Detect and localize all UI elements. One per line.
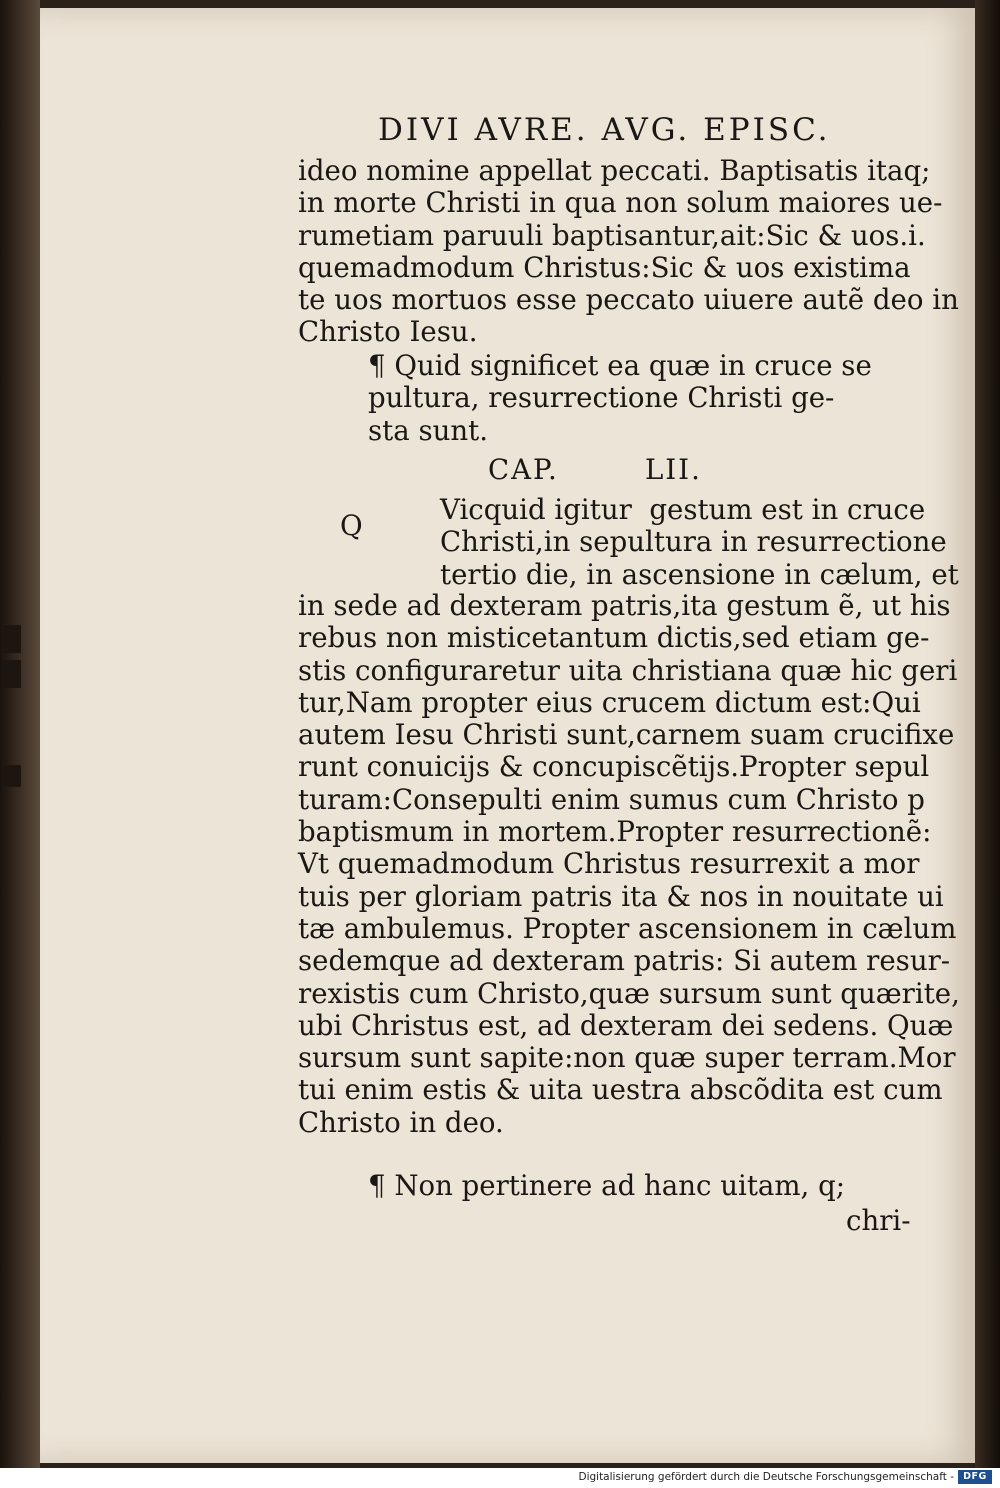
chapter-opening bbox=[440, 494, 959, 591]
text-line: rebus non misticetantum dictis,sed etiam ge- bbox=[298, 621, 930, 655]
text-line: stis configuraretur uita christiana quæ hic geri bbox=[298, 653, 958, 687]
section-heading-2: ¶ Non pertinere ad hanc uitam, q; bbox=[368, 1169, 846, 1202]
bleed-mark bbox=[3, 765, 21, 787]
text-line: tui enim estis & uita uestra abscõdita est cum bbox=[298, 1073, 943, 1107]
text-line: tæ ambulemus. Propter ascensionem in cælum bbox=[298, 911, 957, 945]
paragraph-1 bbox=[298, 155, 959, 349]
binding-edge bbox=[975, 0, 1000, 1468]
dfg-logo: DFG bbox=[958, 1470, 992, 1484]
facing-page-edge bbox=[0, 0, 40, 1468]
text-line: in morte Christi in qua non solum maiores ue- bbox=[298, 186, 943, 220]
text-line: ubi Christus est, ad dexteram dei sedens. Quæ bbox=[298, 1008, 954, 1042]
text-line: autem Iesu Christi sunt,carnem suam crucifixe bbox=[298, 718, 955, 752]
bleed-mark bbox=[3, 660, 21, 688]
funding-credit: Digitalisierung gefördert durch die Deutsche Forschungsgemeinschaft - bbox=[578, 1471, 954, 1483]
text-line: Christo in deo. bbox=[298, 1105, 504, 1139]
text-line: rumetiam paruuli baptisantur,ait:Sic & uos.i. bbox=[298, 218, 926, 252]
text-line: Vicquid igitur gestum est in cruce bbox=[440, 493, 926, 526]
text-line: turam:Consepulti enim sumus cum Christo p bbox=[298, 782, 925, 816]
text-line: Christo Iesu. bbox=[298, 315, 478, 349]
text-line: quemadmodum Christus:Sic & uos existima bbox=[298, 250, 911, 284]
text-line: Vt quemadmodum Christus resurrexit a mor bbox=[298, 847, 920, 881]
bleed-mark bbox=[3, 625, 21, 653]
text-line: sedemque ad dexteram patris: Si autem resur- bbox=[298, 944, 951, 978]
heading-line: sta sunt. bbox=[368, 413, 489, 447]
text-line: Christi,in sepultura in resurrectione bbox=[440, 525, 947, 559]
section-heading bbox=[368, 350, 872, 447]
text-line: sursum sunt sapite:non quæ super terram.Mor bbox=[298, 1041, 956, 1075]
text-line: te uos mortuos esse peccato uiuere autẽ deo in bbox=[298, 283, 959, 317]
chapter-heading: CAP. LII. bbox=[488, 453, 702, 486]
text-line: baptismum in mortem.Propter resurrectionẽ: bbox=[298, 815, 932, 849]
text-line: tertio die, in ascensione in cælum, et bbox=[440, 557, 959, 591]
text-line: rexistis cum Christo,quæ sursum sunt quærite, bbox=[298, 976, 960, 1010]
catchword: chri- bbox=[846, 1204, 911, 1237]
text-line: ideo nomine appellat peccati. Baptisatis itaq; bbox=[298, 154, 931, 187]
text-line: runt conuicijs & concupiscẽtijs.Propter sepul bbox=[298, 750, 930, 784]
digitization-footer bbox=[0, 1468, 1000, 1488]
drop-initial: Q bbox=[340, 509, 363, 542]
text-line: in sede ad dexteram patris,ita gestum ẽ, ut his bbox=[298, 589, 951, 622]
running-head: DIVI AVRE. AVG. EPISC. bbox=[378, 112, 831, 148]
heading-line: pultura, resurrectione Christi ge- bbox=[368, 381, 835, 415]
heading-line: ¶ Quid significet ea quæ in cruce se bbox=[368, 349, 872, 382]
text-line: tur,Nam propter eius crucem dictum est:Qui bbox=[298, 685, 921, 719]
text-line: tuis per gloriam patris ita & nos in nouitate ui bbox=[298, 879, 944, 913]
paragraph-2 bbox=[298, 590, 960, 1139]
